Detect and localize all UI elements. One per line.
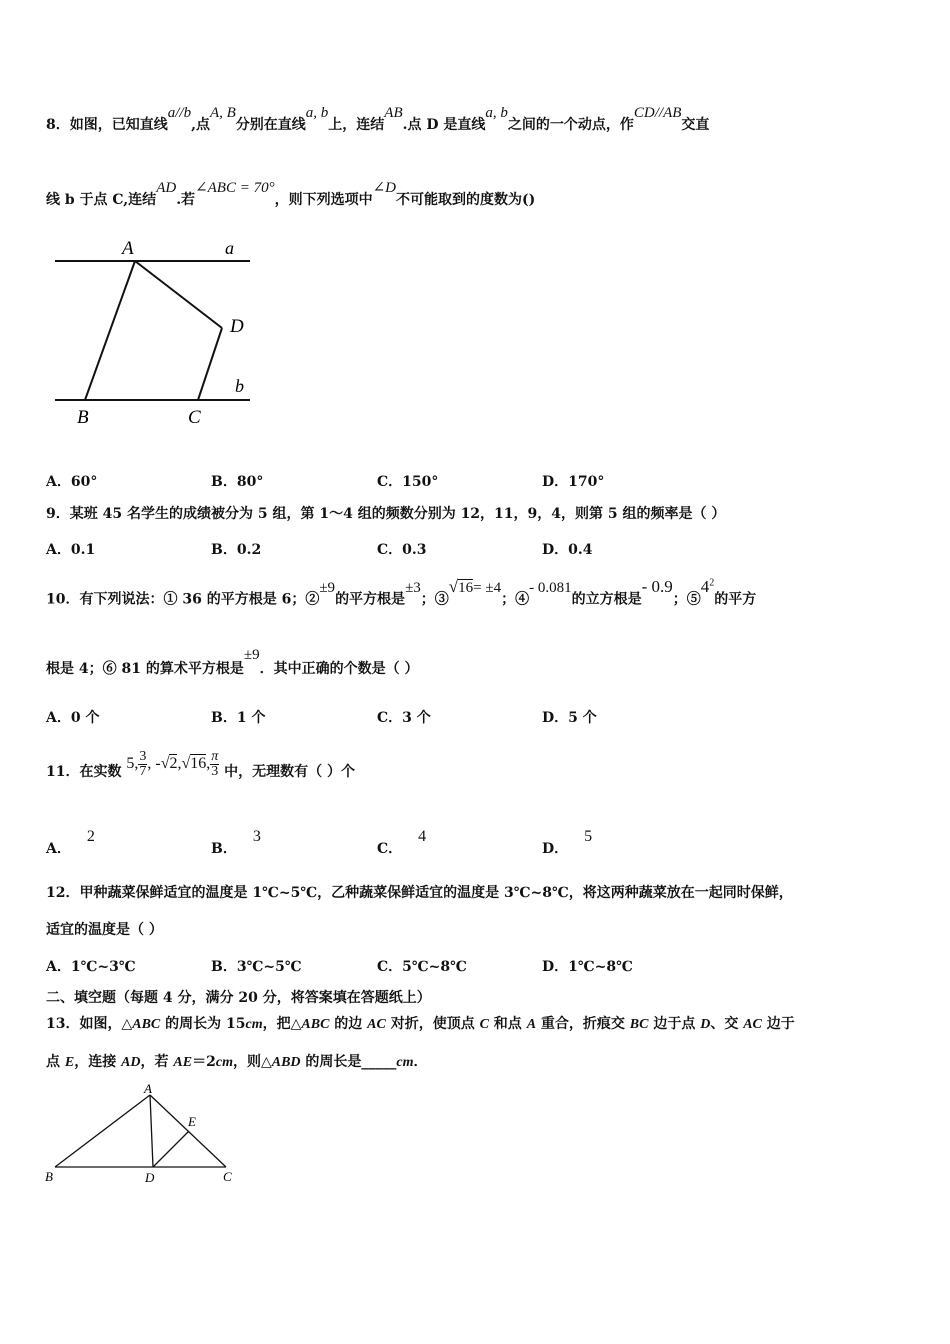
text: 对折，使顶点 [385,1016,480,1032]
option-value: 3 [252,828,261,845]
text: 的周长为 15 [160,1016,246,1032]
text: ；④ [501,591,530,608]
text: 13．如图，△ [46,1016,133,1032]
segment-ad [135,261,222,328]
math: = ±4 [473,579,502,596]
text: ,点 [191,117,210,133]
math: AD [121,1055,141,1070]
q13-line2 [46,1053,428,1072]
segment-de [153,1131,189,1167]
text: 的平方根是 [335,591,406,608]
math: 4 [700,576,710,596]
text: ，把△ [262,1016,302,1032]
option-label: B． [211,841,237,857]
q12-line1: 12．甲种蔬菜保鲜适宜的温度是 1℃~5℃，乙种蔬菜保鲜适宜的温度是 3℃~8℃，将这两种蔬菜放在一起同时保鲜， [46,885,793,901]
math: AC [367,1017,386,1032]
text: .若 [176,192,196,208]
math: ∠D [372,180,396,196]
math: D [700,1017,711,1032]
text: 、交 [710,1016,744,1032]
math: A [526,1017,537,1032]
q10-option-c[interactable]: C．3 个 [377,710,431,726]
label-a-line: a [225,238,234,258]
sqrt-icon: √ [160,755,170,772]
text: 中，无理数有（ ）个 [224,764,356,780]
math: AB [384,105,403,121]
q13-line1 [46,1015,795,1034]
numerator: 3 [139,748,147,764]
math: AD [156,180,177,196]
text: 不可能取到的度数为() [396,192,536,208]
text: 的平方 [714,591,757,608]
q10-line1 [46,576,757,609]
label-b-point: B [77,407,89,428]
q9-option-c[interactable]: C．0.3 [377,542,427,558]
math: ABC [301,1017,330,1032]
math: cm [396,1055,414,1070]
text: ． [413,1054,428,1070]
math: , [177,755,182,772]
q11-option-c[interactable] [377,828,427,858]
q10-line2 [46,647,419,678]
option-label: D． [542,841,569,857]
q8-line2 [46,180,536,209]
radicand: 2 [169,755,178,772]
denominator: 3 [211,763,219,779]
label-b: B [45,1169,53,1184]
math: cm [215,1055,233,1070]
text: 10．有下列说法：① 36 的平方根是 6；② [46,591,320,608]
text: ，连接 [74,1054,122,1070]
q8-figure [50,230,260,430]
segment-dc [198,328,222,400]
math: a, b [485,105,508,121]
math: ±9 [319,579,336,596]
denominator: 7 [139,763,147,779]
text: 的边 [329,1016,368,1032]
label-e: E [188,1114,196,1129]
math: , - [147,755,161,772]
q12-option-d[interactable]: D．1℃~8℃ [542,959,633,975]
math: AC [743,1017,762,1032]
option-label: A． [46,841,71,857]
q8-option-d[interactable]: D．170° [542,474,605,490]
math: a, b [305,105,329,121]
option-value: 2 [86,828,95,845]
math: CD//AB [633,105,682,121]
text: ，若 [140,1054,174,1070]
real-numbers [126,742,219,786]
text: ；③ [420,591,449,608]
sqrt-icon: √ [448,576,459,596]
q8-option-a[interactable]: A．60° [46,474,98,490]
text: 线 b 于点 C,连结 [46,192,157,208]
label-c: C [223,1169,232,1184]
math: 5, [126,755,139,772]
text: 重合，折痕交 [536,1016,630,1032]
option-value: 5 [584,828,593,845]
q12-option-b[interactable]: B．3℃~5℃ [211,959,302,975]
segment-ab [85,261,135,400]
text: 边于点 [648,1016,701,1032]
text: 边于 [761,1016,795,1032]
math-sqrt [448,576,502,596]
text: 点 [46,1054,65,1070]
segment-ad [150,1095,153,1167]
text: 分别在直线 [235,117,306,133]
math: AE [173,1055,193,1070]
text: 上，连结 [328,117,385,133]
radicand: 16 [458,579,474,596]
label-d: D [230,316,244,337]
radicand: 16 [190,755,207,772]
math: cm [245,1017,263,1032]
text: 和点 [488,1016,527,1032]
q8-line1 [46,105,710,134]
q9-option-a[interactable]: A．0.1 [46,542,96,558]
fraction-pi-3 [210,750,219,779]
q10-option-d[interactable]: D．5 个 [542,710,597,726]
section-title: 二、填空题（每题 4 分，满分 20 分，将答案填在答题纸上） [46,990,431,1006]
math: ABC [132,1017,161,1032]
text: ，则△ [232,1054,272,1070]
text: .点 D 是直线 [402,117,486,133]
text: ；⑤ [672,591,701,608]
text: 的立方根是 [571,591,642,608]
text: ＝2 [192,1054,216,1070]
math: ±3 [405,579,421,596]
math: - 0.081 [529,579,572,596]
q11-option-b[interactable] [211,828,261,858]
q11-option-a[interactable] [46,828,95,858]
segment-ac [150,1095,226,1167]
q11-option-d[interactable] [542,828,593,858]
math: A, B [209,105,236,121]
text: 11．在实数 [46,764,122,780]
q12-line2: 适宜的温度是（ ） [46,922,163,938]
q8-option-b[interactable]: B．80° [211,474,264,490]
q11-line [46,750,355,794]
text: ，则下列选项中 [274,192,373,208]
math: , [206,755,211,772]
segment-ba [55,1095,150,1167]
q12-option-c[interactable]: C．5℃~8℃ [377,959,467,975]
math: BC [629,1017,649,1032]
label-a: A [144,1081,152,1096]
q9-text: 9．某班 45 名学生的成绩被分为 5 组，第 1～4 组的频数分别为 12，11，9，4，则第 5 组的频率是（ ） [46,506,726,522]
q10-option-a[interactable]: A．0 个 [46,710,100,726]
text: 之间的一个动点，作 [507,117,634,133]
q9-option-b[interactable]: B．0.2 [211,542,262,558]
fraction-3-7 [138,750,147,779]
text: 的周长是_____ [300,1054,397,1070]
label-b-line: b [235,376,244,396]
label-c: C [188,407,201,428]
numerator: π [211,748,219,764]
math: ±9 [243,647,260,663]
sqrt-icon: √ [181,755,191,772]
q10-option-b[interactable]: B．1 个 [211,710,266,726]
math: a//b [167,105,192,121]
q8-option-c[interactable]: C．150° [377,474,439,490]
q9-option-d[interactable]: D．0.4 [542,542,593,558]
text: 根是 4；⑥ 81 的算术平方根是 [46,661,244,677]
exponent: 2 [709,577,715,588]
q12-option-a[interactable]: A．1℃~3℃ [46,959,136,975]
math: C [479,1017,489,1032]
label-a-point: A [122,238,134,259]
math-power [701,577,715,596]
q13-figure [40,1080,250,1190]
label-d: D [145,1170,155,1185]
math: - 0.9 [641,576,673,596]
text: ．其中正确的个数是（ ） [259,661,419,677]
math: ∠ABC = 70° [195,180,275,196]
math: E [64,1055,75,1070]
math: ABD [271,1055,301,1070]
text: 交直 [681,117,710,133]
option-label: C． [377,841,403,857]
option-value: 4 [418,828,427,845]
text: 8．如图，已知直线 [46,117,168,133]
